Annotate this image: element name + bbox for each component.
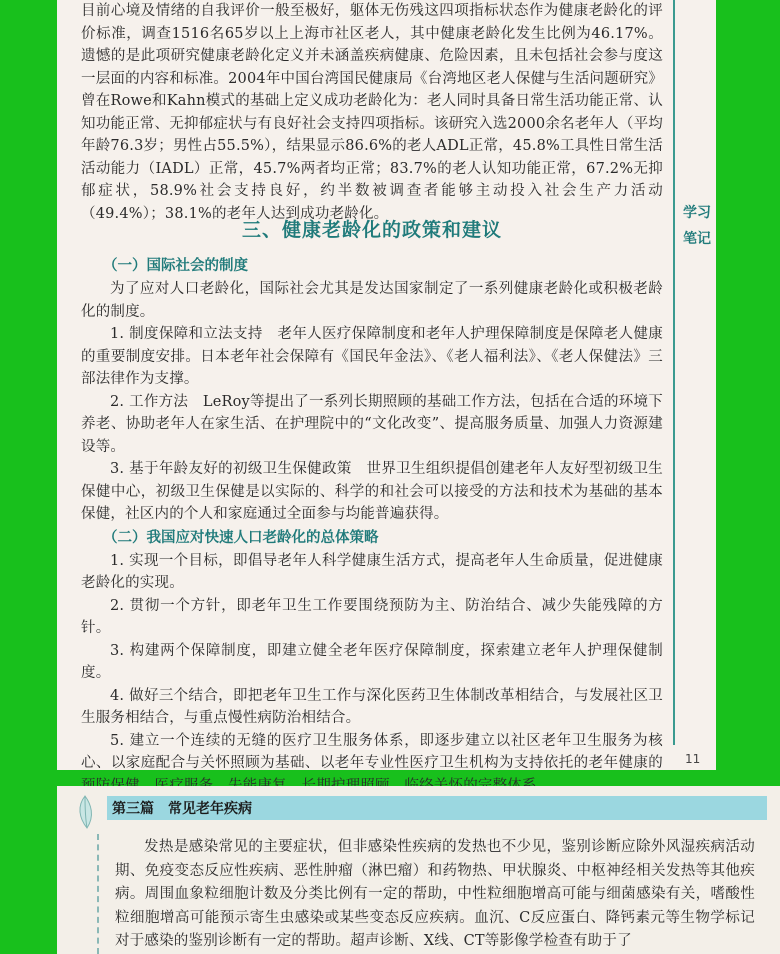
book-page-bottom <box>57 786 780 954</box>
sub2-paragraph: 5. 建立一个连续的无缝的医疗卫生服务体系，即逐步建立以社区老年卫生服务为核心、以家庭配合与关怀照顾为基础、以老年专业性医疗卫生机构为支持依托的老年健康的 <box>81 732 663 771</box>
sub1-paragraph: 1. 制度保障和立法支持 老年人医疗保障制度和老年人护理保障制度是保障老人健康的重要制度安排。日本老年社会保障有《国民年金法》、《老人福利法》、《老人保健法》三部法律作为支撑。 <box>81 326 663 387</box>
body-text-top <box>81 0 663 225</box>
sidebar-notes-label: 学习笔记 <box>683 205 711 247</box>
sub2-paragraph: 1. 实现一个目标，即倡导老年人科学健康生活方式，提高老年人生命质量，促进健康老龄化的实现。 <box>81 552 663 591</box>
leaf-icon <box>69 790 105 830</box>
sub1-paragraph: 为了应对人口老龄化，国际社会尤其是发达国家制定了一系列健康老龄化或积极老龄化的制度。 <box>81 281 663 320</box>
body-text-bottom <box>115 836 755 954</box>
sub1-paragraph: 2. 工作方法 LeRoy等提出了一系列长期照顾的基础工作方法，包括在合适的环境下养老、协助老年人在家生活、在护理院中的“文化改变”、提高服务质量、加强人力资源建设等。 <box>81 393 663 455</box>
subsection-title-china: （二）我国应对快速人口老龄化的总体策略 <box>103 529 379 546</box>
chapter-header-title: 第三篇 常见老年疾病 <box>112 801 252 817</box>
sub1-paragraph: 3. 基于年龄友好的初级卫生保健政策 世界卫生组织提倡创建老年人友好型初级卫生保健中心，初级卫生保健是以实际的、科学的和社会可以接受的方法和技术为基础的基本保健，社区内的个人和家庭通过全面参与均能普遍获得。 <box>81 461 663 522</box>
sub2-paragraph: 3. 构建两个保障制度，即建立健全老年医疗保障制度，探索建立老年人护理保健制度。 <box>81 642 663 681</box>
subsection-title-international: （一）国际社会的制度 <box>103 258 248 274</box>
fever-paragraph: 发热是感染常见的主要症状，但非感染性疾病的发热也不少见，鉴别诊断应除外风湿疾病活动期、免疫变态反应性疾病、恶性肿瘤（淋巴瘤）和药物热、甲状腺炎、中枢神经相关发热等其他疾病。周围血象粒细胞计数及分类比例有一定的帮助，中性粒细胞增高可能与细菌感染有关，嗜酸性粒细胞增高可能预示寄生虫感染或某些变态反应疾病。血沉、C反应蛋白、降钙素元等生物学标记对于感染的鉴别诊断有一定的帮助。超声诊断、X线、CT等影像学检查有助于了 <box>115 839 755 949</box>
intro-paragraph: 目前心境及情绪的自我评价一般至极好，躯体无伤残这四项指标状态作为健康老龄化的评价标准，调查1516名65岁以上上海市社区老人，其中健康老龄化发生比例为46.17%。遗憾的是此项研究健康老龄化定义并未涵盖疾病健康、危险因素，且未包括社会参与度这一层面的内容和标准。2004年中国台湾国民健康局《台湾地区老人保健与生活问题研究》曾在Rowe和Kahn模式的基础上定义成功老龄化为：老人同时具备日常生活功能正常、认知功能正常、无抑郁症状与有良好社会支持四项指标。该研究入选2000余名老年人（平均年龄76.3岁；男性占55.5%），结果显示86.6%的老人ADL正常，45.8%工具性日常生活活动能力（IADL）正常，45.7%两者均正常；83.7%的老人认知功能正常，67.2%无抑郁症状，58.9%社会支持良好，约半数被调查者能够主动投入社会生产力活动（49.4%）；38.1%的老年人达到成功老龄化。 <box>81 3 663 222</box>
sub1-block <box>81 254 663 797</box>
section-title: 三、健康老龄化的政策和建议 <box>241 219 502 241</box>
page-number: 11 <box>685 752 701 766</box>
sub2-paragraph: 2. 贯彻一个方针，即老年卫生工作要围绕预防为主、防治结合、减少失能残障的方针。 <box>81 597 663 636</box>
margin-dashed-rule <box>97 834 99 954</box>
sub2-paragraph: 4. 做好三个结合，即把老年卫生工作与深化医药卫生体制改革相结合，与发展社区卫生服务相结合，与重点慢性病防治相结合。 <box>81 687 663 726</box>
book-page-top <box>57 0 716 770</box>
sidebar-divider <box>673 0 675 745</box>
